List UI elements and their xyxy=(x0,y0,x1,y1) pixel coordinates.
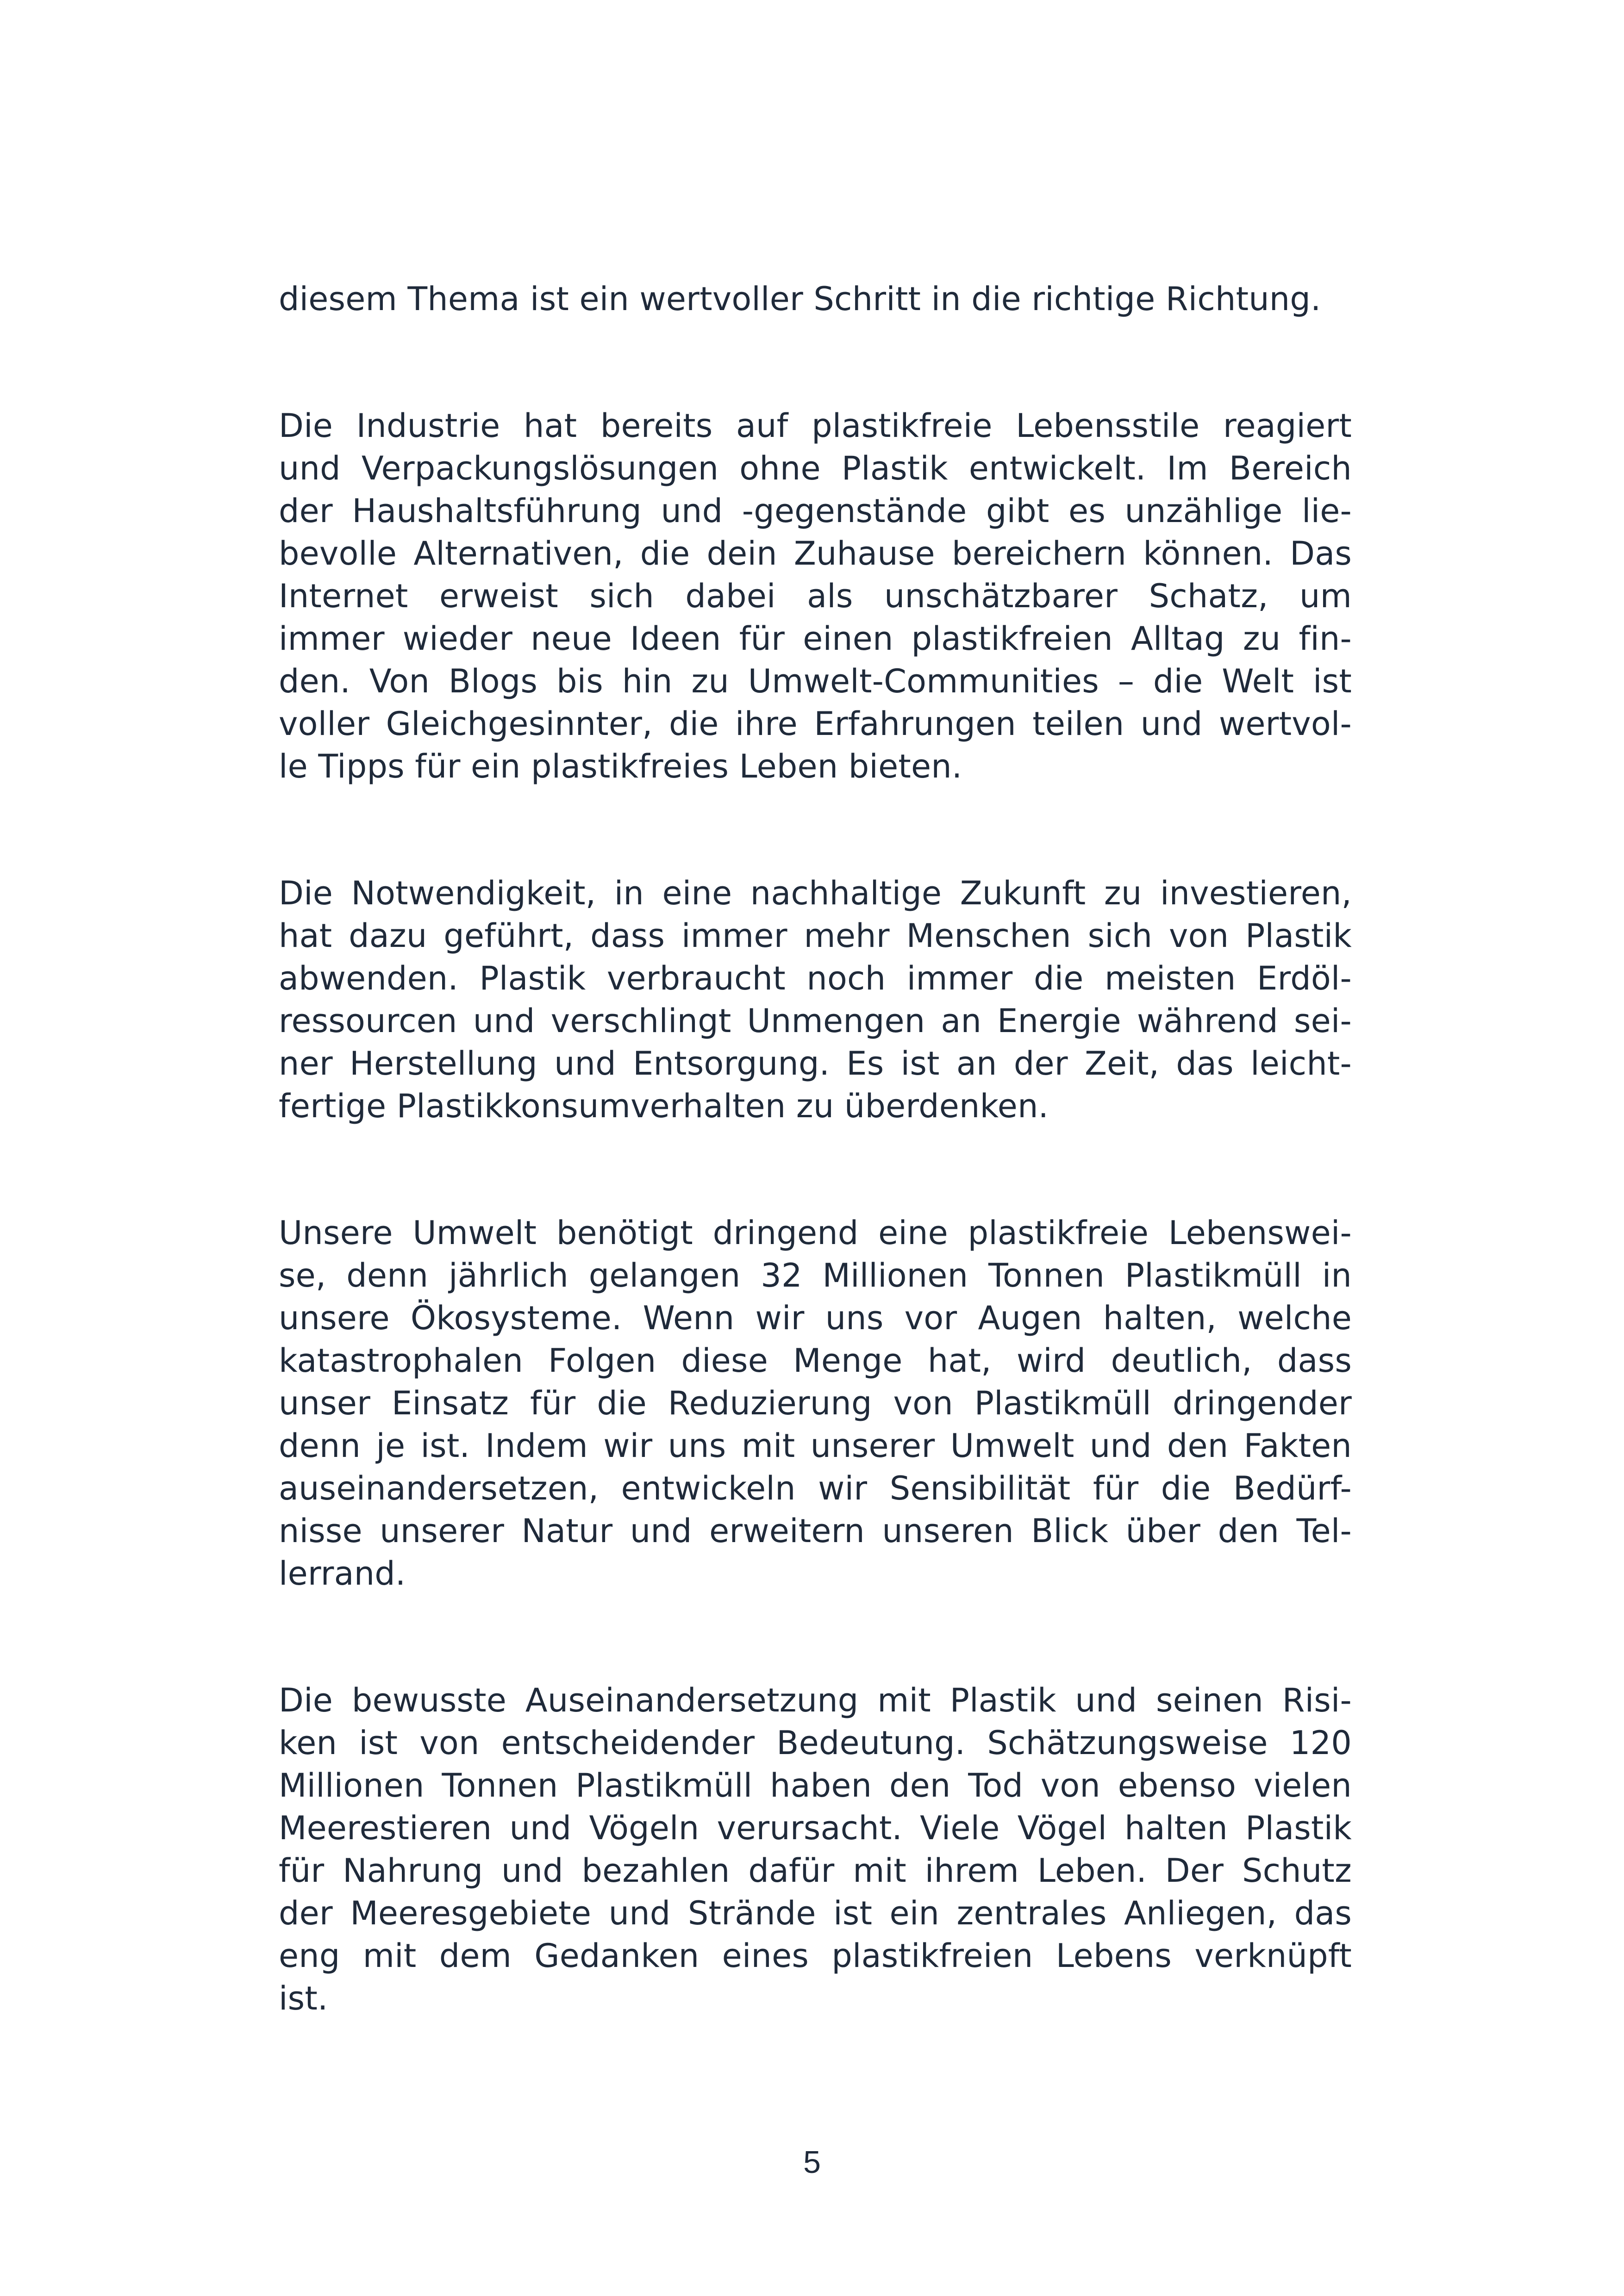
paragraph-line: unser Einsatz für die Reduzierung von Plastikmüll dringender xyxy=(279,1384,1352,1422)
paragraph-line: und Verpackungslösungen ohne Plastik entwickelt. Im Bereich xyxy=(279,449,1352,487)
paragraph-line: le Tipps für ein plastikfreies Leben bieten. xyxy=(279,747,962,785)
paragraph-2 xyxy=(279,404,1352,788)
paragraph-line: ressourcen und verschlingt Unmengen an Energie während sei- xyxy=(279,1002,1352,1040)
paragraph-line: hat dazu geführt, dass immer mehr Menschen sich von Plastik xyxy=(279,917,1352,955)
paragraph-5 xyxy=(279,1679,1352,2020)
paragraph-line: immer wieder neue Ideen für einen plastikfreien Alltag zu fin- xyxy=(279,620,1352,658)
paragraph-line: denn je ist. Indem wir uns mit unserer Umwelt und den Fakten xyxy=(279,1427,1352,1465)
paragraph-line: der Haushaltsführung und -gegenstände gibt es unzählige lie- xyxy=(279,492,1352,530)
paragraph-line: ner Herstellung und Entsorgung. Es ist an der Zeit, das leicht- xyxy=(279,1045,1352,1083)
paragraph-line: ken ist von entscheidender Bedeutung. Schätzungsweise 120 xyxy=(279,1724,1352,1762)
paragraph-line: nisse unserer Natur und erweitern unseren Blick über den Tel- xyxy=(279,1512,1352,1550)
paragraph-line: abwenden. Plastik verbraucht noch immer die meisten Erdöl- xyxy=(279,959,1352,997)
paragraph-4 xyxy=(279,1212,1352,1595)
paragraph-line: fertige Plastikkonsumverhalten zu überdenken. xyxy=(279,1087,1049,1125)
paragraph-line: Die Notwendigkeit, in eine nachhaltige Zukunft zu investieren, xyxy=(279,874,1352,912)
paragraph-line: für Nahrung und bezahlen dafür mit ihrem Leben. Der Schutz xyxy=(279,1852,1352,1890)
paragraph-line: bevolle Alternativen, die dein Zuhause bereichern können. Das xyxy=(279,535,1352,572)
paragraph-line: diesem Thema ist ein wertvoller Schritt in die richtige Richtung. xyxy=(279,280,1321,318)
paragraph-line: Meerestieren und Vögeln verursacht. Viele Vögel halten Plastik xyxy=(279,1809,1352,1847)
paragraph-line: Millionen Tonnen Plastikmüll haben den Tod von ebenso vielen xyxy=(279,1767,1352,1804)
paragraph-line: katastrophalen Folgen diese Menge hat, wird deutlich, dass xyxy=(279,1342,1352,1380)
paragraph-line: se, denn jährlich gelangen 32 Millionen Tonnen Plastikmüll in xyxy=(279,1257,1352,1294)
page-number: 5 xyxy=(803,2145,821,2180)
paragraph-line: Unsere Umwelt benötigt dringend eine plastikfreie Lebenswei- xyxy=(279,1214,1352,1252)
page-body xyxy=(279,278,1352,2104)
paragraph-line: Die Industrie hat bereits auf plastikfreie Lebensstile reagiert xyxy=(279,407,1352,445)
paragraph-line: auseinandersetzen, entwickeln wir Sensibilität für die Bedürf- xyxy=(279,1469,1352,1507)
paragraph-line: voller Gleichgesinnter, die ihre Erfahrungen teilen und wertvol- xyxy=(279,705,1352,743)
paragraph-3 xyxy=(279,872,1352,1127)
paragraph-line: Internet erweist sich dabei als unschätzbarer Schatz, um xyxy=(279,577,1352,615)
paragraph-line: eng mit dem Gedanken eines plastikfreien Lebens verknüpft xyxy=(279,1937,1352,1975)
paragraph-line: lerrand. xyxy=(279,1555,406,1593)
paragraph-line: ist. xyxy=(279,1979,328,2017)
paragraph-line: unsere Ökosysteme. Wenn wir uns vor Augen halten, welche xyxy=(279,1299,1352,1337)
paragraph-1 xyxy=(279,278,1352,320)
paragraph-line: den. Von Blogs bis hin zu Umwelt-Communities – die Welt ist xyxy=(279,662,1352,700)
paragraph-line: der Meeresgebiete und Strände ist ein zentrales Anliegen, das xyxy=(279,1894,1352,1932)
paragraph-line: Die bewusste Auseinandersetzung mit Plastik und seinen Risi- xyxy=(279,1681,1352,1719)
